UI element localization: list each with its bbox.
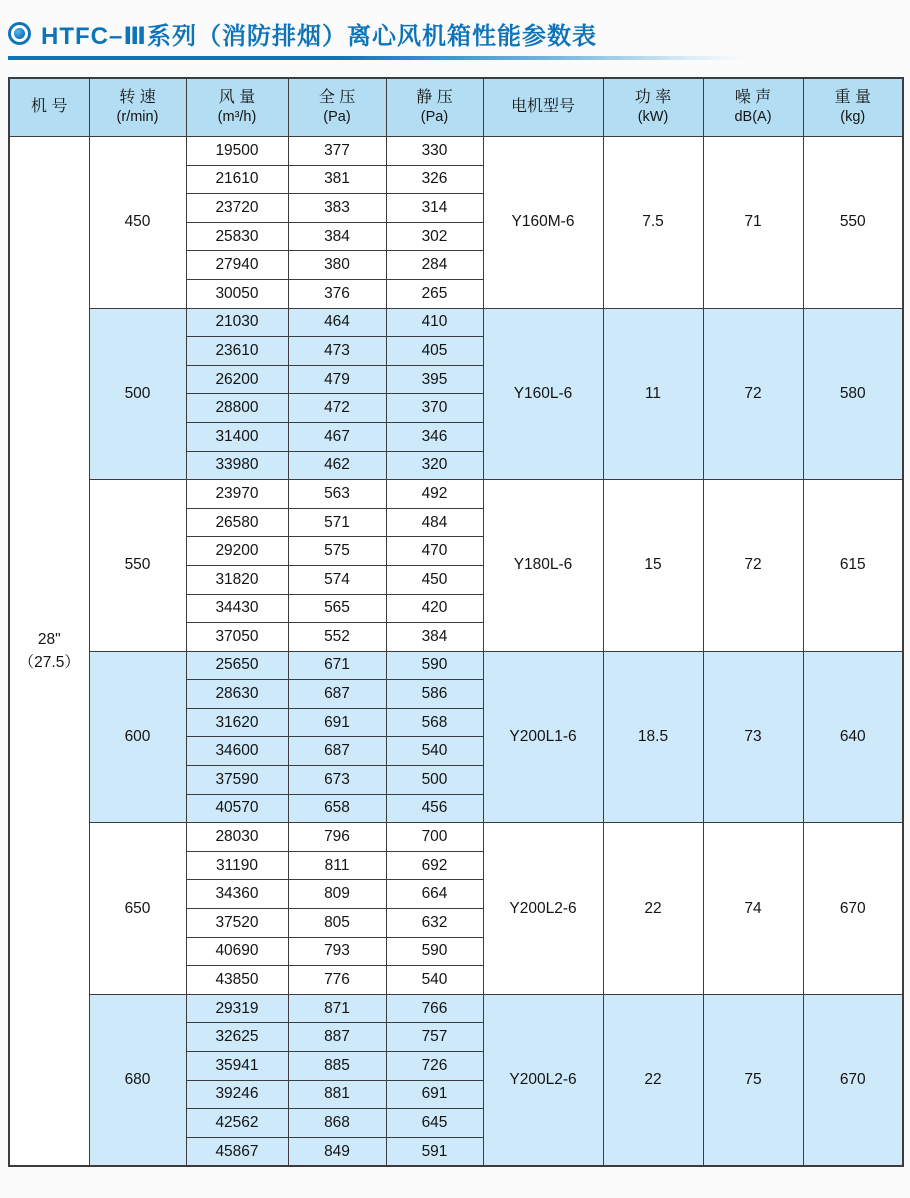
cell-air-volume: 33980 [186,451,288,480]
cell-air-volume: 26580 [186,508,288,537]
cell-air-volume: 31820 [186,565,288,594]
cell-total-pressure: 575 [288,537,386,566]
cell-machine-no: 28" （27.5） [9,137,89,1167]
cell-static-pressure: 420 [386,594,483,623]
cell-total-pressure: 658 [288,794,386,823]
header-cell-noise: 噪 声 dB(A) [703,78,803,137]
cell-weight: 615 [803,480,903,652]
table-row [9,137,903,166]
cell-total-pressure: 376 [288,279,386,308]
cell-total-pressure: 552 [288,623,386,652]
cell-total-pressure: 673 [288,766,386,795]
cell-total-pressure: 571 [288,508,386,537]
cell-total-pressure: 776 [288,966,386,995]
cell-noise: 75 [703,994,803,1166]
cell-speed: 680 [89,994,186,1166]
header-cell-total-pressure: 全 压 (Pa) [288,78,386,137]
cell-total-pressure: 811 [288,851,386,880]
cell-power: 15 [603,480,703,652]
cell-power: 22 [603,823,703,995]
cell-motor-model: Y200L2-6 [483,823,603,995]
cell-noise: 72 [703,308,803,480]
cell-speed: 450 [89,137,186,309]
cell-air-volume: 37520 [186,909,288,938]
cell-air-volume: 32625 [186,1023,288,1052]
table-row [9,994,903,1023]
cell-air-volume: 23610 [186,337,288,366]
cell-total-pressure: 574 [288,565,386,594]
table-row [9,823,903,852]
cell-air-volume: 37590 [186,766,288,795]
header-cell-air-volume: 风 量 (m³/h) [186,78,288,137]
cell-noise: 72 [703,480,803,652]
table-header [9,78,903,137]
cell-motor-model: Y200L2-6 [483,994,603,1166]
cell-motor-model: Y160M-6 [483,137,603,309]
cell-air-volume: 30050 [186,279,288,308]
cell-static-pressure: 456 [386,794,483,823]
cell-air-volume: 34430 [186,594,288,623]
cell-weight: 640 [803,651,903,823]
cell-total-pressure: 881 [288,1080,386,1109]
cell-total-pressure: 687 [288,737,386,766]
cell-noise: 71 [703,137,803,309]
cell-static-pressure: 757 [386,1023,483,1052]
cell-static-pressure: 590 [386,651,483,680]
cell-static-pressure: 691 [386,1080,483,1109]
cell-air-volume: 28800 [186,394,288,423]
cell-speed: 550 [89,480,186,652]
cell-static-pressure: 540 [386,966,483,995]
cell-static-pressure: 314 [386,194,483,223]
cell-total-pressure: 793 [288,937,386,966]
cell-air-volume: 45867 [186,1137,288,1166]
cell-static-pressure: 330 [386,137,483,166]
header-cell-static-pressure: 静 压 (Pa) [386,78,483,137]
cell-noise: 73 [703,651,803,823]
cell-total-pressure: 885 [288,1052,386,1081]
cell-static-pressure: 540 [386,737,483,766]
cell-total-pressure: 796 [288,823,386,852]
cell-total-pressure: 380 [288,251,386,280]
cell-total-pressure: 462 [288,451,386,480]
cell-weight: 550 [803,137,903,309]
cell-static-pressure: 265 [386,279,483,308]
cell-total-pressure: 687 [288,680,386,709]
cell-air-volume: 27940 [186,251,288,280]
cell-total-pressure: 565 [288,594,386,623]
cell-air-volume: 19500 [186,137,288,166]
cell-air-volume: 31620 [186,708,288,737]
cell-power: 22 [603,994,703,1166]
cell-total-pressure: 473 [288,337,386,366]
cell-air-volume: 40570 [186,794,288,823]
cell-air-volume: 28030 [186,823,288,852]
cell-air-volume: 43850 [186,966,288,995]
cell-static-pressure: 664 [386,880,483,909]
cell-air-volume: 39246 [186,1080,288,1109]
cell-total-pressure: 383 [288,194,386,223]
cell-air-volume: 23720 [186,194,288,223]
cell-static-pressure: 384 [386,623,483,652]
cell-air-volume: 42562 [186,1109,288,1138]
page-title-row [0,0,910,51]
cell-air-volume: 21030 [186,308,288,337]
cell-power: 11 [603,308,703,480]
cell-static-pressure: 726 [386,1052,483,1081]
performance-table [8,77,904,1167]
cell-power: 18.5 [603,651,703,823]
cell-air-volume: 31190 [186,851,288,880]
cell-static-pressure: 346 [386,422,483,451]
cell-speed: 600 [89,651,186,823]
cell-total-pressure: 809 [288,880,386,909]
cell-static-pressure: 395 [386,365,483,394]
cell-static-pressure: 410 [386,308,483,337]
cell-total-pressure: 381 [288,165,386,194]
cell-air-volume: 31400 [186,422,288,451]
header-cell-power: 功 率 (kW) [603,78,703,137]
cell-total-pressure: 868 [288,1109,386,1138]
cell-speed: 500 [89,308,186,480]
bullseye-icon [8,22,31,45]
header-cell-weight: 重 量 (kg) [803,78,903,137]
cell-air-volume: 28630 [186,680,288,709]
cell-total-pressure: 871 [288,994,386,1023]
cell-total-pressure: 467 [288,422,386,451]
cell-air-volume: 25830 [186,222,288,251]
cell-speed: 650 [89,823,186,995]
cell-air-volume: 29200 [186,537,288,566]
cell-air-volume: 29319 [186,994,288,1023]
cell-static-pressure: 326 [386,165,483,194]
cell-static-pressure: 586 [386,680,483,709]
title-underline [8,56,745,60]
cell-total-pressure: 377 [288,137,386,166]
cell-static-pressure: 645 [386,1109,483,1138]
cell-air-volume: 34360 [186,880,288,909]
cell-weight: 670 [803,823,903,995]
cell-air-volume: 37050 [186,623,288,652]
cell-static-pressure: 302 [386,222,483,251]
cell-air-volume: 21610 [186,165,288,194]
table-row [9,651,903,680]
cell-static-pressure: 484 [386,508,483,537]
cell-static-pressure: 590 [386,937,483,966]
table-row [9,480,903,509]
cell-air-volume: 40690 [186,937,288,966]
cell-air-volume: 25650 [186,651,288,680]
cell-static-pressure: 284 [386,251,483,280]
cell-static-pressure: 568 [386,708,483,737]
cell-air-volume: 35941 [186,1052,288,1081]
cell-power: 7.5 [603,137,703,309]
cell-static-pressure: 766 [386,994,483,1023]
header-cell-machine-no: 机 号 [9,78,89,137]
cell-total-pressure: 563 [288,480,386,509]
cell-total-pressure: 464 [288,308,386,337]
cell-total-pressure: 472 [288,394,386,423]
cell-total-pressure: 671 [288,651,386,680]
cell-air-volume: 34600 [186,737,288,766]
cell-air-volume: 26200 [186,365,288,394]
cell-static-pressure: 370 [386,394,483,423]
cell-total-pressure: 849 [288,1137,386,1166]
cell-static-pressure: 470 [386,537,483,566]
table-row [9,308,903,337]
cell-static-pressure: 591 [386,1137,483,1166]
cell-total-pressure: 887 [288,1023,386,1052]
cell-static-pressure: 632 [386,909,483,938]
cell-total-pressure: 384 [288,222,386,251]
table-body [9,137,903,1167]
cell-static-pressure: 405 [386,337,483,366]
cell-static-pressure: 692 [386,851,483,880]
cell-air-volume: 23970 [186,480,288,509]
cell-weight: 670 [803,994,903,1166]
cell-static-pressure: 500 [386,766,483,795]
cell-total-pressure: 479 [288,365,386,394]
cell-static-pressure: 700 [386,823,483,852]
cell-total-pressure: 691 [288,708,386,737]
cell-noise: 74 [703,823,803,995]
cell-static-pressure: 450 [386,565,483,594]
cell-total-pressure: 805 [288,909,386,938]
header-cell-motor-model: 电机型号 [483,78,603,137]
cell-motor-model: Y200L1-6 [483,651,603,823]
cell-weight: 580 [803,308,903,480]
cell-static-pressure: 320 [386,451,483,480]
page-title: HTFC–Ⅲ系列（消防排烟）离心风机箱性能参数表 [41,23,598,50]
cell-motor-model: Y180L-6 [483,480,603,652]
cell-motor-model: Y160L-6 [483,308,603,480]
header-cell-speed: 转 速 (r/min) [89,78,186,137]
cell-static-pressure: 492 [386,480,483,509]
